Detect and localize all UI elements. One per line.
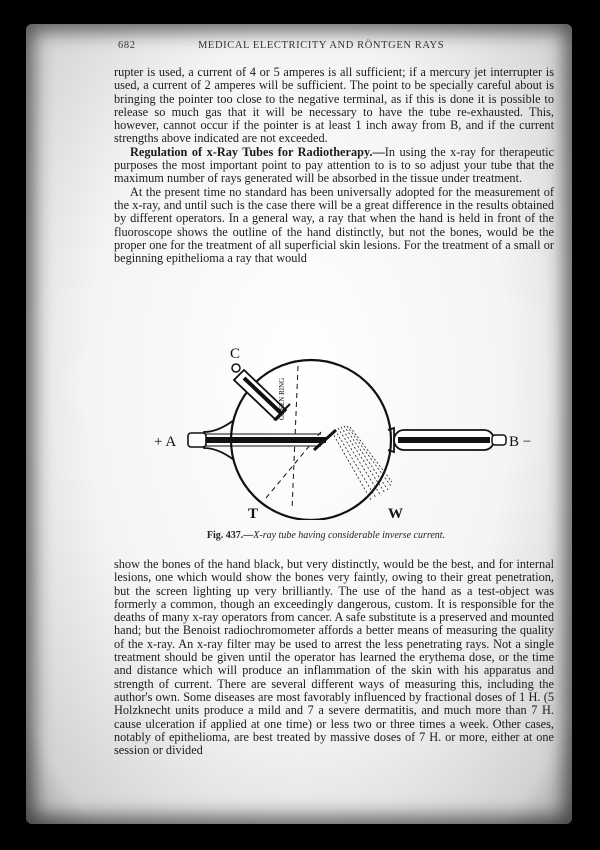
- cathode-rod: [206, 437, 326, 443]
- left-terminal: [188, 433, 206, 447]
- label-w: W: [388, 506, 403, 520]
- top-text-block: [114, 66, 554, 265]
- paragraph-regulation: [114, 146, 554, 186]
- aux-terminal: [232, 364, 240, 372]
- label-c: C: [230, 346, 241, 362]
- label-a: + A: [154, 434, 177, 450]
- xray-beam: [332, 426, 392, 500]
- section-heading: Regulation of x-Ray Tubes for Radiotherapy.—: [130, 144, 385, 159]
- xray-tube-figure: [126, 320, 546, 520]
- paragraph-regulation-text: In using the x-ray for therapeutic purposes the most important point to pay attention to is to so adjust your tube that the maximum number of rays generated will be absorbed in the tissue under treatment.: [114, 144, 554, 186]
- paragraph-bottom: show the bones of the hand black, but very distinctly, would be the best, and for internal lesions, one which would show the bones very faintly, owing to their great penetration, but the screen lighting up very brilliantly. The use of the hand as a test-object was formerly a common, though an exceedingly dangerous, custom. It is responsible for the deaths of many x-ray operators from cancer. A safe substitute is a preserved and mounted hand; but the Benoist radiochromometer affords a better means of measuring the quality of the x-ray. An x-ray filter may be used to arrest the less penetrating rays. Not a single treatment should be given until the operator has learned the erythema dose, or the time and distance which will produce an inflammation of the skin with his apparatus and strength of current. There are several different ways of measuring this, including the author's own. Some diseases are most favorably influenced by fractional doses of 1 H. (5 Holzknecht units produce a mild and 7 a severe dermatitis, and much more than 7 H. cause ulceration if applied at one time) or less two or three times a week. Other cases, notably of epithelioma, are best treated by massive doses of 7 H. or more, either at one session or divided: [114, 557, 554, 758]
- running-title: MEDICAL ELECTRICITY AND RÖNTGEN RAYS: [198, 40, 445, 51]
- paragraph-continued: rupter is used, a current of 4 or 5 amperes is all sufficient; if a mercury jet interrupter is used, a current of 2 amperes will be sufficient. The point to be specially careful about is bringing the pointer too close to the negative terminal, as if this is done it is possible to release so much gas that it will be necessary to have the tube re-exhausted. This, however, cannot occur if the pointer is at least 1 inch away from B, and if the current strengths above indicated are not exceeded.: [114, 65, 554, 146]
- figure-number: Fig. 437.—: [206, 530, 254, 541]
- bottom-text-block: [114, 558, 554, 757]
- right-terminal: [492, 435, 506, 445]
- label-b: B −: [509, 434, 532, 450]
- running-header: [118, 40, 538, 54]
- page-number: 682: [118, 40, 136, 51]
- label-t: T: [248, 506, 259, 520]
- figure-caption-text: X-ray tube having considerable inverse current.: [253, 530, 446, 541]
- book-page: [26, 24, 572, 824]
- figure-caption: [126, 530, 526, 541]
- anode-rod: [398, 437, 490, 443]
- label-green-ring: GREEN RING: [278, 377, 286, 420]
- paragraph-standard: At the present time no standard has been universally adopted for the measurement of the x-ray, and until such is the case there will be a great difference in the results obtained by different operators. In a general way, a ray that when the hand is held in front of the fluoroscope shows the outline of the hand distinctly, but not the bones, would be the proper one for the treatment of all superficial skin lesions. For the treatment of a small or beginning epithelioma a ray that would: [114, 184, 554, 266]
